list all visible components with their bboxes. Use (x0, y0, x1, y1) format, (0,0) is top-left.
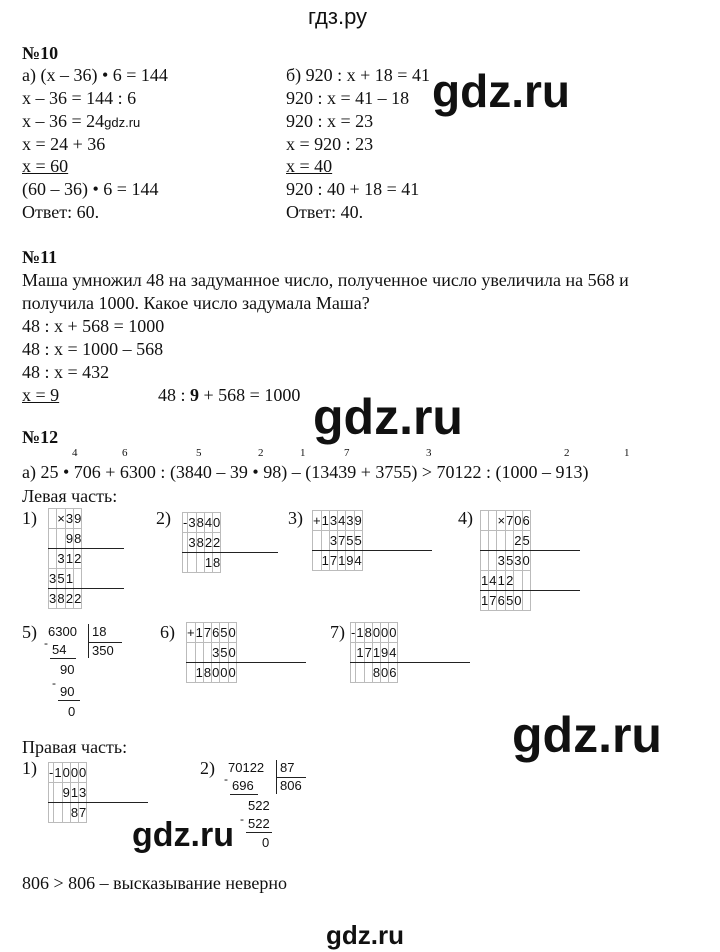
digit-cell: 0 (228, 623, 236, 643)
digit-cell: 1 (481, 571, 489, 591)
watermark: gdz.ru (313, 389, 463, 445)
digit-row (49, 763, 87, 783)
digit-cell: 3 (497, 551, 506, 571)
digit-row (481, 591, 531, 611)
digit-table (350, 622, 398, 683)
digit-row (187, 623, 237, 643)
digit-row (313, 531, 363, 551)
digit-cell: 1 (65, 549, 73, 569)
digit-cell (49, 529, 57, 549)
digit-cell: 3 (329, 511, 337, 531)
digit-cell: 9 (346, 551, 354, 571)
digit-cell: 7 (506, 511, 514, 531)
digit-row (351, 623, 398, 643)
digit-table (48, 762, 87, 823)
digit-cell (188, 553, 196, 573)
task11-problem: Маша умножил 48 на задуманное число, полученное число увеличила на 568 и (22, 270, 629, 290)
minus-sign: - (224, 772, 228, 786)
digit-cell: 2 (65, 589, 73, 609)
digit-cell (489, 531, 497, 551)
digit-cell (522, 571, 530, 591)
digit-cell: 6 (389, 663, 397, 683)
sum-line (480, 550, 580, 551)
digit-row (49, 803, 87, 823)
digit-table (182, 512, 221, 573)
digit-row (49, 549, 82, 569)
div-bar (88, 624, 89, 658)
digit-cell: 3 (57, 549, 66, 569)
order-mark: 2 (564, 447, 570, 459)
digit-row (351, 663, 398, 683)
digit-row (481, 511, 531, 531)
digit-cell: 9 (74, 509, 82, 529)
digit-cell: 8 (74, 529, 82, 549)
task11-line: 48 : x = 1000 – 568 (22, 339, 164, 359)
div-remainder: 0 (68, 704, 76, 719)
digit-cell: 7 (203, 623, 211, 643)
task11-check: 48 : 9 + 568 = 1000 (158, 385, 301, 405)
digit-cell: 3 (188, 533, 196, 553)
div-line (50, 658, 76, 659)
digit-cell: - (183, 513, 188, 533)
digit-cell (54, 783, 62, 803)
digit-cell: 1 (321, 511, 329, 531)
digit-cell: 4 (354, 551, 362, 571)
digit-cell: 5 (57, 569, 66, 589)
digit-cell: 0 (220, 663, 228, 683)
order-mark: 5 (196, 447, 202, 459)
digit-cell (196, 553, 204, 573)
task10-a-line: x – 36 = 144 : 6 (22, 88, 137, 108)
div-quotient: 806 (280, 778, 302, 793)
digit-row (49, 783, 87, 803)
digit-cell: 8 (372, 663, 380, 683)
digit-cell: 1 (372, 643, 380, 663)
digit-cell (187, 663, 196, 683)
sum-line (480, 590, 580, 591)
digit-cell: 0 (228, 663, 236, 683)
digit-cell: 5 (346, 531, 354, 551)
digit-cell: 8 (364, 623, 372, 643)
task11-line: 48 : x = 432 (22, 362, 110, 382)
digit-cell: 3 (79, 783, 87, 803)
digit-cell (506, 531, 514, 551)
digit-row (481, 551, 531, 571)
digit-row (313, 551, 363, 571)
digit-cell (489, 551, 497, 571)
digit-cell (481, 551, 489, 571)
digit-cell (49, 509, 57, 529)
div-subtract: 90 (60, 684, 75, 699)
digit-cell: 1 (195, 623, 203, 643)
div-remainder: 90 (60, 662, 75, 677)
sum-line (312, 550, 432, 551)
digit-cell: 2 (506, 571, 514, 591)
div-dividend: 70122 (228, 760, 265, 775)
digit-cell: 1 (497, 571, 506, 591)
order-mark: 1 (624, 447, 630, 459)
digit-cell: 3 (65, 509, 73, 529)
digit-cell: 5 (220, 623, 228, 643)
sum-line (48, 548, 124, 549)
step-label: 4) (458, 508, 473, 528)
digit-cell: + (313, 511, 322, 531)
order-mark: 7 (344, 447, 350, 459)
minus-sign: - (44, 636, 48, 650)
digit-cell (57, 529, 66, 549)
step-label: 5) (22, 622, 37, 642)
div-line (58, 700, 80, 701)
task10-b-line: 920 : 40 + 18 = 41 (286, 179, 420, 199)
digit-cell: 2 (74, 549, 82, 569)
digit-row (351, 643, 398, 663)
digit-cell: + (187, 623, 196, 643)
digit-cell: 1 (321, 551, 329, 571)
order-mark: 1 (300, 447, 306, 459)
digit-cell: 1 (204, 553, 212, 573)
digit-cell (187, 643, 196, 663)
sum-line (48, 802, 148, 803)
digit-table (312, 510, 363, 571)
digit-cell: 8 (57, 589, 66, 609)
digit-cell: 7 (338, 531, 346, 551)
digit-cell: 9 (381, 643, 389, 663)
digit-cell: × (497, 511, 506, 531)
div-subtract: 522 (248, 816, 270, 831)
digit-cell: 6 (212, 623, 220, 643)
minus-sign: - (52, 676, 56, 690)
digit-cell: 0 (389, 623, 397, 643)
digit-cell: 1 (195, 663, 203, 683)
digit-cell: 1 (338, 551, 346, 571)
div-divisor: 87 (280, 760, 295, 775)
digit-cell (497, 531, 506, 551)
digit-cell (49, 549, 57, 569)
digit-cell: 6 (497, 591, 506, 611)
digit-cell: 0 (381, 623, 389, 643)
task10-b-line: 920 : x = 41 – 18 (286, 88, 410, 108)
div-remainder: 522 (248, 798, 270, 813)
digit-cell (195, 643, 203, 663)
digit-cell: 0 (372, 623, 380, 643)
digit-cell (62, 803, 70, 823)
step-label: 3) (288, 508, 303, 528)
digit-cell: 4 (338, 511, 346, 531)
digit-cell: 1 (54, 763, 62, 783)
digit-cell: 0 (228, 643, 236, 663)
digit-cell: 3 (514, 551, 522, 571)
task10-a-answer: x = 60 (22, 156, 69, 176)
digit-cell: 0 (514, 591, 522, 611)
watermark: gdz.ru (512, 707, 662, 763)
digit-cell: 7 (364, 643, 372, 663)
digit-cell: 1 (356, 643, 364, 663)
digit-table (48, 508, 82, 609)
digit-cell: 0 (213, 513, 221, 533)
task11-line: 48 : x + 568 = 1000 (22, 316, 165, 336)
watermark: gdz.ru (326, 920, 404, 950)
digit-cell: 4 (204, 513, 212, 533)
div-subtract: 54 (52, 642, 67, 657)
digit-cell: 0 (62, 763, 70, 783)
task10-b-line: Ответ: 40. (286, 202, 364, 222)
minus-sign: - (240, 812, 244, 826)
step-label: 6) (160, 622, 175, 642)
sum-line (48, 588, 124, 589)
digit-cell: 1 (70, 783, 78, 803)
task10-b-line: x = 920 : 23 (286, 134, 374, 154)
order-mark: 6 (122, 447, 128, 459)
digit-cell: 8 (196, 513, 204, 533)
digit-cell (522, 591, 530, 611)
digit-cell: 2 (213, 533, 221, 553)
digit-row (49, 569, 82, 589)
digit-cell: 3 (49, 589, 57, 609)
digit-cell (313, 551, 322, 571)
sum-line (182, 552, 278, 553)
task11-problem: получила 1000. Какое число задумала Маша? (22, 293, 370, 313)
task10-a-line: а) (x – 36) • 6 = 144 (22, 65, 168, 85)
step-label: 2) (156, 508, 171, 528)
step-label: 7) (330, 622, 345, 642)
task10-a-line: (60 – 36) • 6 = 144 (22, 179, 159, 199)
task10-a-line: x – 36 = 24gdz.ru (22, 111, 141, 131)
digit-row (49, 509, 82, 529)
digit-row (187, 643, 237, 663)
digit-cell: 8 (70, 803, 78, 823)
digit-cell: 8 (213, 553, 221, 573)
digit-row (183, 513, 221, 533)
digit-cell (54, 803, 62, 823)
digit-cell (514, 571, 522, 591)
digit-cell: 5 (506, 591, 514, 611)
step-label: 1) (22, 508, 37, 528)
watermark: gdz.ru (132, 816, 234, 854)
digit-cell: 0 (79, 763, 87, 783)
digit-cell: 7 (329, 551, 337, 571)
digit-cell (313, 531, 322, 551)
digit-row (187, 663, 237, 683)
digit-cell: 5 (522, 531, 530, 551)
step-label: 2) (200, 758, 215, 778)
order-mark: 2 (258, 447, 264, 459)
digit-row (183, 533, 221, 553)
step-label: 1) (22, 758, 37, 778)
div-remainder: 0 (262, 835, 270, 850)
right-part-title: Правая часть: (22, 737, 128, 757)
digit-cell (481, 531, 489, 551)
digit-cell (489, 511, 497, 531)
left-part-title: Левая часть: (22, 486, 118, 506)
digit-cell: 0 (522, 551, 530, 571)
digit-row (49, 589, 82, 609)
watermark: gdz.ru (432, 65, 570, 117)
digit-cell (481, 511, 489, 531)
digit-cell: 0 (70, 763, 78, 783)
div-line (230, 794, 258, 795)
digit-cell: 5 (220, 643, 228, 663)
digit-cell: 9 (354, 511, 362, 531)
task11-answer: x = 9 (22, 385, 60, 405)
digit-cell: 3 (188, 513, 196, 533)
task10-b-line: 920 : x = 23 (286, 111, 374, 131)
digit-row (183, 553, 221, 573)
digit-cell: 2 (204, 533, 212, 553)
digit-cell (321, 531, 329, 551)
digit-cell: 3 (212, 643, 220, 663)
digit-cell: 0 (381, 663, 389, 683)
digit-cell: - (351, 623, 356, 643)
div-dividend: 6300 (48, 624, 77, 639)
digit-cell: 2 (514, 531, 522, 551)
div-line (246, 832, 272, 833)
task10-a-line: x = 24 + 36 (22, 134, 106, 154)
order-mark: 4 (72, 447, 78, 459)
div-quotient: 350 (92, 643, 114, 658)
digit-row (481, 571, 531, 591)
digit-cell: 9 (65, 529, 73, 549)
digit-cell (203, 643, 211, 663)
digit-cell: 0 (212, 663, 220, 683)
digit-cell: 7 (489, 591, 497, 611)
task10-a-line: Ответ: 60. (22, 202, 100, 222)
digit-cell: 3 (346, 511, 354, 531)
div-subtract: 696 (232, 778, 254, 793)
digit-cell (356, 663, 364, 683)
digit-cell: 8 (203, 663, 211, 683)
digit-cell: × (57, 509, 66, 529)
digit-cell: 5 (354, 531, 362, 551)
digit-cell: 6 (522, 511, 530, 531)
digit-cell: 1 (481, 591, 489, 611)
digit-cell: 5 (506, 551, 514, 571)
digit-row (481, 531, 531, 551)
digit-row (313, 511, 363, 531)
conclusion: 806 > 806 – высказывание неверно (22, 873, 288, 893)
sum-line (350, 662, 470, 663)
task10-title: №10 (22, 43, 59, 63)
task10-b-answer: x = 40 (286, 156, 333, 176)
site-header: гдз.ру (308, 4, 368, 29)
digit-row (49, 529, 82, 549)
digit-cell: 0 (514, 511, 522, 531)
digit-cell: 1 (65, 569, 73, 589)
digit-cell: 4 (489, 571, 497, 591)
task10-b-line: б) 920 : x + 18 = 41 (286, 65, 430, 85)
digit-cell: 7 (79, 803, 87, 823)
digit-cell: 3 (49, 569, 57, 589)
digit-table (186, 622, 237, 683)
order-mark: 3 (426, 447, 432, 459)
digit-cell: 9 (62, 783, 70, 803)
digit-cell: 3 (329, 531, 337, 551)
digit-cell: 2 (74, 589, 82, 609)
task11-title: №11 (22, 247, 58, 267)
digit-cell: 1 (356, 623, 364, 643)
digit-cell: - (49, 763, 54, 783)
digit-cell: 4 (389, 643, 397, 663)
digit-table (480, 510, 531, 611)
task12-title: №12 (22, 427, 59, 447)
task12-expression: а) 25 • 706 + 6300 : (3840 – 39 • 98) – (13439 + 3755) > 70122 : (1000 – 913) (22, 462, 589, 482)
digit-cell (364, 663, 372, 683)
digit-cell: 8 (196, 533, 204, 553)
digit-cell (74, 569, 82, 589)
sum-line (186, 662, 306, 663)
div-divisor: 18 (92, 624, 107, 639)
